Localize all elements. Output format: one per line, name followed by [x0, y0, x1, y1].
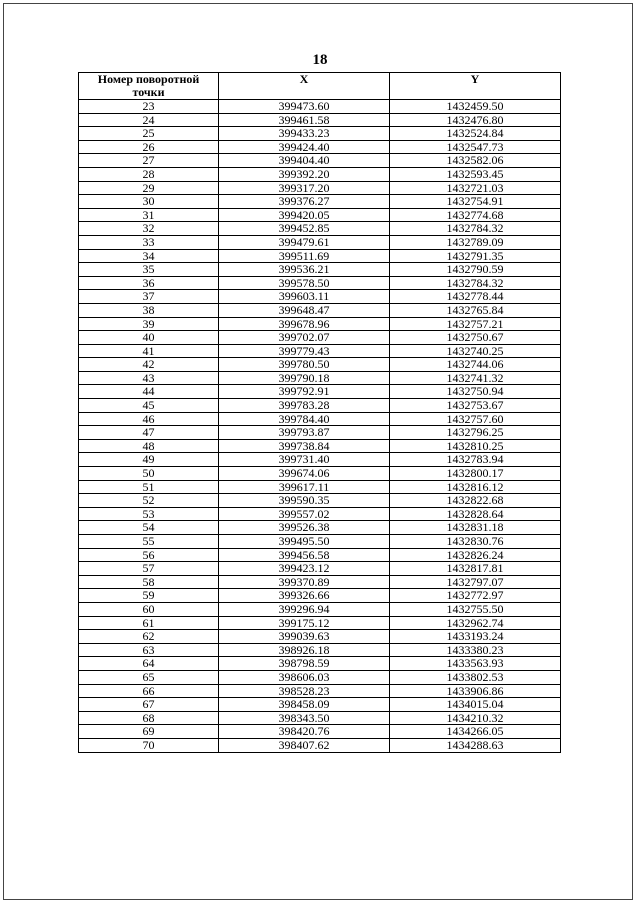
cell-point-number: 23: [79, 100, 219, 114]
cell-y: 1432757.60: [390, 412, 561, 426]
table-row: [79, 303, 561, 317]
cell-point-number: 67: [79, 698, 219, 712]
cell-point-number: 64: [79, 657, 219, 671]
cell-y: 1433380.23: [390, 643, 561, 657]
cell-y: 1432817.81: [390, 562, 561, 576]
table-row: [79, 548, 561, 562]
header-y: Y: [390, 73, 561, 100]
cell-point-number: 35: [79, 263, 219, 277]
cell-x: 399648.47: [219, 303, 390, 317]
cell-x: 399175.12: [219, 616, 390, 630]
cell-y: 1434288.63: [390, 738, 561, 752]
cell-y: 1432459.50: [390, 100, 561, 114]
coordinates-table: [78, 72, 561, 753]
cell-x: 399495.50: [219, 535, 390, 549]
cell-y: 1432753.67: [390, 399, 561, 413]
cell-x: 399792.91: [219, 385, 390, 399]
cell-point-number: 60: [79, 602, 219, 616]
table-row: [79, 317, 561, 331]
table-row: [79, 467, 561, 481]
cell-x: 399296.94: [219, 602, 390, 616]
cell-y: 1432783.94: [390, 453, 561, 467]
cell-x: 399039.63: [219, 630, 390, 644]
header-x: X: [219, 73, 390, 100]
cell-y: 1432744.06: [390, 358, 561, 372]
cell-point-number: 58: [79, 575, 219, 589]
cell-x: 398528.23: [219, 684, 390, 698]
cell-x: 399674.06: [219, 467, 390, 481]
cell-x: 399678.96: [219, 317, 390, 331]
table-row: [79, 222, 561, 236]
cell-x: 399376.27: [219, 195, 390, 209]
cell-x: 399479.61: [219, 235, 390, 249]
cell-x: 399423.12: [219, 562, 390, 576]
table-row: [79, 711, 561, 725]
table-row: [79, 167, 561, 181]
table-row: [79, 113, 561, 127]
cell-point-number: 28: [79, 167, 219, 181]
table-row: [79, 399, 561, 413]
cell-y: 1432524.84: [390, 127, 561, 141]
cell-y: 1432750.94: [390, 385, 561, 399]
cell-y: 1432784.32: [390, 276, 561, 290]
table-row: [79, 589, 561, 603]
cell-x: 398343.50: [219, 711, 390, 725]
table-header-row: [79, 73, 561, 100]
cell-point-number: 59: [79, 589, 219, 603]
cell-x: 399317.20: [219, 181, 390, 195]
table-row: [79, 738, 561, 752]
cell-point-number: 39: [79, 317, 219, 331]
cell-point-number: 51: [79, 480, 219, 494]
cell-point-number: 68: [79, 711, 219, 725]
cell-y: 1432476.80: [390, 113, 561, 127]
cell-x: 399590.35: [219, 494, 390, 508]
cell-x: 399370.89: [219, 575, 390, 589]
cell-point-number: 69: [79, 725, 219, 739]
cell-x: 399461.58: [219, 113, 390, 127]
cell-y: 1432755.50: [390, 602, 561, 616]
cell-point-number: 49: [79, 453, 219, 467]
header-point-number: Номер поворотной точки: [79, 73, 219, 100]
cell-x: 399473.60: [219, 100, 390, 114]
cell-point-number: 47: [79, 426, 219, 440]
cell-x: 398606.03: [219, 670, 390, 684]
cell-point-number: 43: [79, 371, 219, 385]
cell-x: 399738.84: [219, 439, 390, 453]
cell-point-number: 34: [79, 249, 219, 263]
cell-y: 1432800.17: [390, 467, 561, 481]
table-row: [79, 575, 561, 589]
cell-point-number: 61: [79, 616, 219, 630]
cell-x: 399779.43: [219, 344, 390, 358]
table-row: [79, 385, 561, 399]
table-row: [79, 725, 561, 739]
table-row: [79, 670, 561, 684]
table-row: [79, 358, 561, 372]
cell-y: 1432962.74: [390, 616, 561, 630]
table-row: [79, 562, 561, 576]
cell-y: 1432721.03: [390, 181, 561, 195]
cell-point-number: 57: [79, 562, 219, 576]
cell-x: 399456.58: [219, 548, 390, 562]
cell-x: 399526.38: [219, 521, 390, 535]
cell-x: 399784.40: [219, 412, 390, 426]
cell-y: 1432810.25: [390, 439, 561, 453]
cell-x: 399731.40: [219, 453, 390, 467]
cell-y: 1432754.91: [390, 195, 561, 209]
table-row: [79, 453, 561, 467]
cell-y: 1434266.05: [390, 725, 561, 739]
table-row: [79, 235, 561, 249]
cell-y: 1434210.32: [390, 711, 561, 725]
cell-x: 399793.87: [219, 426, 390, 440]
table-row: [79, 602, 561, 616]
table-row: [79, 290, 561, 304]
cell-x: 398458.09: [219, 698, 390, 712]
cell-point-number: 27: [79, 154, 219, 168]
table-row: [79, 331, 561, 345]
cell-y: 1433906.86: [390, 684, 561, 698]
cell-y: 1432791.35: [390, 249, 561, 263]
cell-point-number: 44: [79, 385, 219, 399]
cell-y: 1432789.09: [390, 235, 561, 249]
cell-y: 1432547.73: [390, 140, 561, 154]
cell-point-number: 53: [79, 507, 219, 521]
table-body: [79, 100, 561, 753]
table-row: [79, 208, 561, 222]
table-row: [79, 494, 561, 508]
cell-y: 1433193.24: [390, 630, 561, 644]
cell-y: 1432593.45: [390, 167, 561, 181]
cell-x: 399433.23: [219, 127, 390, 141]
cell-y: 1434015.04: [390, 698, 561, 712]
cell-y: 1432790.59: [390, 263, 561, 277]
table-row: [79, 480, 561, 494]
cell-y: 1432750.67: [390, 331, 561, 345]
table-row: [79, 657, 561, 671]
table-row: [79, 263, 561, 277]
cell-point-number: 33: [79, 235, 219, 249]
table-row: [79, 100, 561, 114]
cell-x: 399617.11: [219, 480, 390, 494]
table-row: [79, 412, 561, 426]
table-row: [79, 630, 561, 644]
table-row: [79, 698, 561, 712]
cell-point-number: 36: [79, 276, 219, 290]
table-row: [79, 535, 561, 549]
cell-point-number: 66: [79, 684, 219, 698]
cell-point-number: 32: [79, 222, 219, 236]
cell-y: 1432778.44: [390, 290, 561, 304]
cell-y: 1433563.93: [390, 657, 561, 671]
cell-y: 1432784.32: [390, 222, 561, 236]
table-row: [79, 249, 561, 263]
cell-x: 398420.76: [219, 725, 390, 739]
cell-y: 1432582.06: [390, 154, 561, 168]
cell-point-number: 45: [79, 399, 219, 413]
cell-x: 399404.40: [219, 154, 390, 168]
table-row: [79, 521, 561, 535]
cell-point-number: 41: [79, 344, 219, 358]
cell-point-number: 52: [79, 494, 219, 508]
table-row: [79, 684, 561, 698]
cell-x: 399790.18: [219, 371, 390, 385]
cell-y: 1432796.25: [390, 426, 561, 440]
cell-x: 398798.59: [219, 657, 390, 671]
cell-point-number: 38: [79, 303, 219, 317]
cell-point-number: 46: [79, 412, 219, 426]
table-row: [79, 371, 561, 385]
cell-y: 1432757.21: [390, 317, 561, 331]
cell-point-number: 48: [79, 439, 219, 453]
cell-x: 399578.50: [219, 276, 390, 290]
cell-point-number: 30: [79, 195, 219, 209]
cell-x: 399424.40: [219, 140, 390, 154]
cell-y: 1432822.68: [390, 494, 561, 508]
table-row: [79, 643, 561, 657]
cell-point-number: 65: [79, 670, 219, 684]
table-row: [79, 426, 561, 440]
cell-point-number: 42: [79, 358, 219, 372]
cell-y: 1432772.97: [390, 589, 561, 603]
cell-x: 399536.21: [219, 263, 390, 277]
cell-point-number: 63: [79, 643, 219, 657]
cell-x: 399452.85: [219, 222, 390, 236]
cell-point-number: 55: [79, 535, 219, 549]
cell-y: 1432765.84: [390, 303, 561, 317]
cell-point-number: 62: [79, 630, 219, 644]
cell-y: 1432774.68: [390, 208, 561, 222]
cell-point-number: 29: [79, 181, 219, 195]
cell-point-number: 37: [79, 290, 219, 304]
cell-point-number: 70: [79, 738, 219, 752]
cell-point-number: 24: [79, 113, 219, 127]
cell-point-number: 25: [79, 127, 219, 141]
cell-point-number: 54: [79, 521, 219, 535]
cell-x: 399326.66: [219, 589, 390, 603]
table-row: [79, 616, 561, 630]
cell-x: 399780.50: [219, 358, 390, 372]
table-row: [79, 344, 561, 358]
cell-y: 1432741.32: [390, 371, 561, 385]
table-row: [79, 195, 561, 209]
cell-point-number: 56: [79, 548, 219, 562]
table-row: [79, 154, 561, 168]
cell-x: 399783.28: [219, 399, 390, 413]
cell-x: 399557.02: [219, 507, 390, 521]
cell-point-number: 26: [79, 140, 219, 154]
cell-x: 399511.69: [219, 249, 390, 263]
cell-y: 1433802.53: [390, 670, 561, 684]
cell-y: 1432797.07: [390, 575, 561, 589]
cell-y: 1432740.25: [390, 344, 561, 358]
table-row: [79, 276, 561, 290]
table-row: [79, 507, 561, 521]
cell-x: 398926.18: [219, 643, 390, 657]
cell-x: 399392.20: [219, 167, 390, 181]
cell-x: 398407.62: [219, 738, 390, 752]
cell-point-number: 50: [79, 467, 219, 481]
cell-y: 1432828.64: [390, 507, 561, 521]
table-row: [79, 181, 561, 195]
cell-x: 399603.11: [219, 290, 390, 304]
cell-x: 399420.05: [219, 208, 390, 222]
cell-y: 1432826.24: [390, 548, 561, 562]
table-row: [79, 140, 561, 154]
cell-x: 399702.07: [219, 331, 390, 345]
cell-y: 1432816.12: [390, 480, 561, 494]
cell-y: 1432830.76: [390, 535, 561, 549]
cell-y: 1432831.18: [390, 521, 561, 535]
page-number: 18: [312, 52, 328, 68]
table-row: [79, 439, 561, 453]
table-row: [79, 127, 561, 141]
cell-point-number: 40: [79, 331, 219, 345]
cell-point-number: 31: [79, 208, 219, 222]
